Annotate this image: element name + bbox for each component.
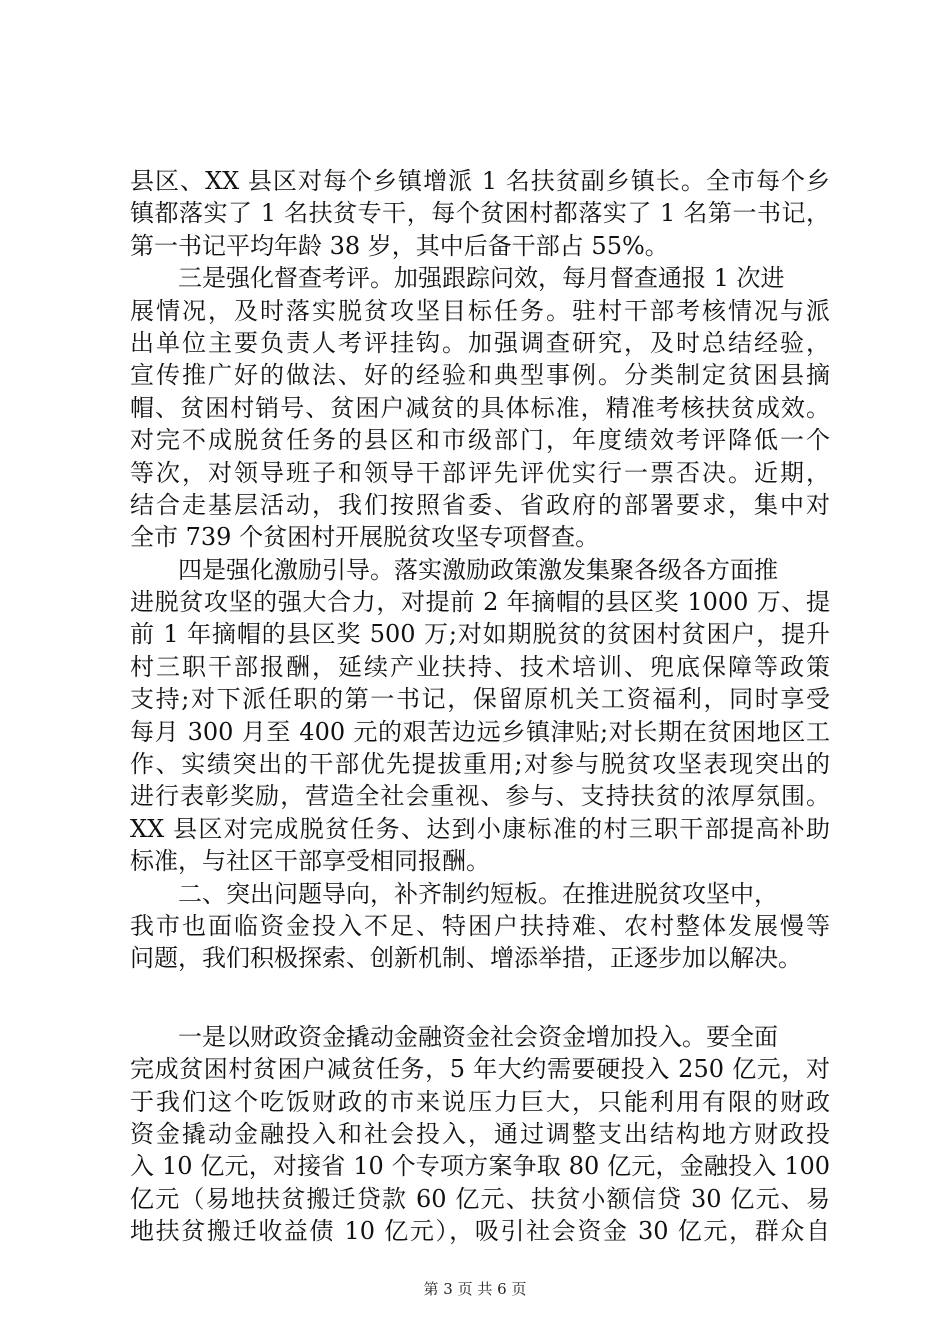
text-line: 前 1 年摘帽的县区奖 500 万;对如期脱贫的贫困村贫困户，提升	[130, 620, 830, 649]
text-line: 三是强化督查考评。加强跟踪问效，每月督查通报 1 次进	[130, 264, 785, 293]
text-line: 展情况，及时落实脱贫攻坚目标任务。驻村干部考核情况与派	[130, 296, 830, 325]
text-line: 帽、贫困村销号、贫困户减贫的具体标准，精准考核扶贫成效。	[130, 393, 830, 422]
text-line: 问题，我们积极探索、创新机制、增添举措，正逐步加以解决。	[130, 944, 802, 973]
text-line: 资金撬动金融投入和社会投入，通过调整支出结构地方财政投	[130, 1119, 830, 1148]
paragraph-4	[130, 878, 830, 975]
text-line: 县区、XX 县区对每个乡镇增派 1 名扶贫副乡镇长。全市每个乡	[130, 167, 830, 195]
text-line: 进行表彰奖励，营造全社会重视、参与、支持扶贫的浓厚氛围。	[130, 782, 830, 811]
text-line: 每月 300 月至 400 元的艰苦边远乡镇津贴;对长期在贫困地区工	[130, 717, 830, 746]
text-line: 支持;对下派任职的第一书记，保留原机关工资福利，同时享受	[130, 685, 830, 714]
paragraph-1	[130, 165, 830, 262]
paragraph-spacer	[130, 975, 830, 1021]
paragraph-2	[130, 262, 830, 554]
text-line: 于我们这个吃饭财政的市来说压力巨大，只能利用有限的财政	[130, 1087, 830, 1116]
text-line: 二、突出问题导向，补齐制约短板。在推进脱贫攻坚中，	[130, 879, 778, 908]
text-line: 进脱贫攻坚的强大合力，对提前 2 年摘帽的县区奖 1000 万、提	[130, 588, 830, 617]
text-line: 我市也面临资金投入不足、特困户扶持难、农村整体发展慢等	[130, 911, 830, 940]
paragraph-3	[130, 554, 830, 878]
text-line: 作、实绩突出的干部优先提拔重用;对参与脱贫攻坚表现突出的	[130, 750, 830, 779]
text-line: 地扶贫搬迁收益债 10 亿元），吸引社会资金 30 亿元，群众自	[130, 1217, 830, 1246]
text-line: 村三职干部报酬，延续产业扶持、技术培训、兜底保障等政策	[130, 652, 830, 681]
paragraph-5	[130, 1021, 830, 1248]
page-number-footer: 第 3 页 共 6 页	[423, 1280, 527, 1298]
text-line: 完成贫困村贫困户减贫任务，5 年大约需要硬投入 250 亿元，对	[130, 1055, 830, 1084]
text-line: 宣传推广好的做法、好的经验和典型事例。分类制定贫困县摘	[130, 361, 830, 390]
text-line: 出单位主要负责人考评挂钩。加强调查研究，及时总结经验，	[130, 328, 830, 357]
text-line: 镇都落实了 1 名扶贫专干，每个贫困村都落实了 1 名第一书记，	[130, 199, 830, 228]
text-line: 等次，对领导班子和领导干部评先评优实行一票否决。近期，	[130, 458, 830, 487]
text-line: 一是以财政资金撬动金融资金社会资金增加投入。要全面	[130, 1022, 778, 1051]
text-line: 对完不成脱贫任务的县区和市级部门，年度绩效考评降低一个	[130, 426, 830, 455]
document-body	[130, 165, 830, 1248]
text-line: 四是强化激励引导。落实激励政策激发集聚各级各方面推	[130, 555, 778, 584]
text-line: 结合走基层活动，我们按照省委、省政府的部署要求，集中对	[130, 490, 830, 519]
text-line: 第一书记平均年龄 38 岁，其中后备干部占 55%。	[130, 231, 669, 260]
text-line: 标准，与社区干部享受相同报酬。	[130, 847, 490, 876]
text-line: 亿元（易地扶贫搬迁贷款 60 亿元、扶贫小额信贷 30 亿元、易	[130, 1184, 830, 1213]
text-line: 入 10 亿元，对接省 10 个专项方案争取 80 亿元，金融投入 100	[130, 1152, 830, 1181]
text-line: 全市 739 个贫困村开展脱贫攻坚专项督查。	[130, 523, 600, 552]
text-line: XX 县区对完成脱贫任务、达到小康标准的村三职干部提高补助	[130, 814, 830, 843]
